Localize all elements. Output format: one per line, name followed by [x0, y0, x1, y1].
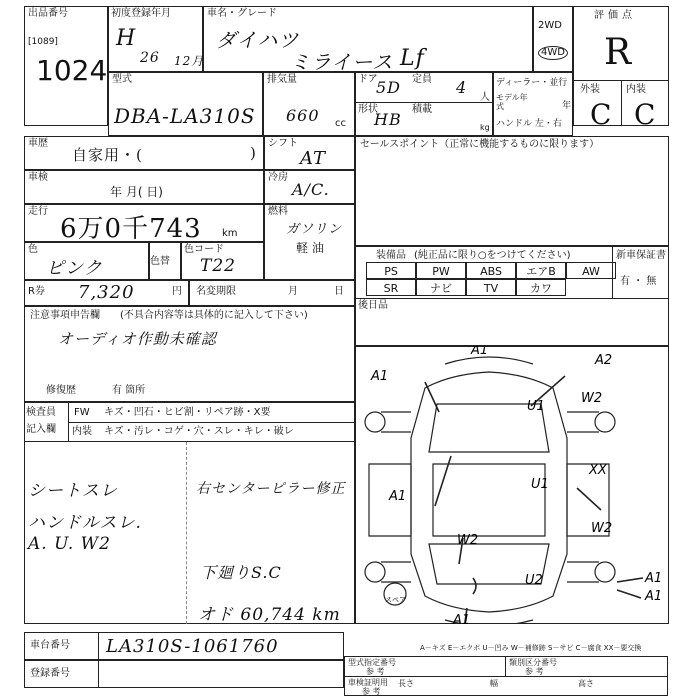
interior-grade: C	[634, 98, 657, 131]
remark-left-3: A. U. W2	[28, 534, 111, 554]
load-label: 積載	[412, 104, 432, 115]
interior-label: 内装	[626, 84, 646, 95]
mark-xx-pillar: XX	[589, 463, 607, 478]
equipment-item: ナビ	[416, 279, 466, 296]
odometer-note: オド 60,744 km	[198, 605, 341, 625]
interior-row-label: 内装	[72, 426, 92, 437]
displacement-value: 660	[286, 106, 320, 125]
drive-4wd: 4WD	[538, 46, 568, 60]
type-cert-sub: 参 考	[366, 667, 385, 676]
type-cert-label: 型式指定番号	[348, 658, 396, 667]
model-name: ミライース	[290, 50, 394, 74]
mark-u2-trunk: U2	[525, 573, 543, 588]
equipment-item: AW	[566, 262, 616, 279]
remarks-box	[24, 442, 355, 624]
first-reg-month: 12月	[174, 54, 205, 68]
class-sub: 参 考	[525, 667, 544, 676]
fw-label: FW	[74, 407, 90, 418]
repair-value: 有 箇所	[112, 385, 146, 396]
rating-label: 評価点	[594, 10, 636, 21]
mileage-unit: km	[222, 228, 238, 239]
sales-point-box	[355, 136, 669, 246]
recycle-value: 7,320	[78, 282, 135, 303]
shape-label: 形状	[358, 104, 378, 115]
spare-label: スペア	[385, 596, 406, 604]
damage-legend: A－キズ E－エクボ U－凹み W－補修跡 S－サビ C－腐食 XX－要交換	[420, 644, 642, 652]
record-value: 自家用・(	[72, 146, 143, 164]
equipment-item: PS	[366, 262, 416, 279]
capacity-value: 4	[456, 78, 468, 97]
record-close: )	[250, 144, 257, 162]
rating-value: R	[604, 32, 633, 73]
title-period-label: 名変期限	[196, 286, 236, 297]
title-period-day: 日	[334, 286, 344, 297]
fuel-alt: 軽 油	[296, 241, 324, 255]
width-label: 幅	[490, 679, 498, 688]
equipment-label: 装備品	[376, 250, 406, 261]
lot-label: 出品番号	[28, 8, 68, 19]
equipment-hint: (純正品に限り○をつけてください)	[414, 250, 571, 261]
color-code-value: T22	[200, 256, 236, 276]
caution-hint: (不具合内容等は具体的に記入して下さい)	[120, 310, 308, 321]
equipment-item: SR	[366, 279, 416, 296]
inspector-label2: 記入欄	[26, 424, 56, 435]
color-label: 色	[28, 244, 38, 255]
model-year-label: モデル年式	[496, 93, 528, 111]
model-maker: ダイハツ	[216, 28, 300, 52]
reg-label: 登録番号	[30, 668, 70, 679]
equipment-item: エアB	[516, 262, 566, 279]
mark-u1-roof: U1	[531, 477, 549, 492]
inspection-cert-label: 車検証明用	[348, 678, 388, 687]
back-seat-label: 後日品	[358, 300, 388, 311]
mark-w2-fender: W2	[581, 391, 603, 406]
class-label: 類別区分番号	[509, 658, 557, 667]
dealer-label: ディーラー・並行	[496, 78, 568, 88]
model-grade: Lf	[400, 46, 425, 71]
first-reg-year: 26	[140, 50, 160, 66]
mark-a1-front: A1	[471, 346, 489, 358]
model-name-label: 車名・グレード	[207, 8, 277, 19]
warranty-label: 新車保証書	[616, 250, 666, 261]
equipment-item: ABS	[466, 262, 516, 279]
remark-right-1: 右センターピラー修正	[196, 481, 346, 497]
mark-w2-rear: W2	[457, 533, 479, 548]
vin-value: LA310S-1061760	[106, 636, 279, 657]
shift-label: シフト	[268, 138, 298, 149]
inspection-label: 車検	[28, 172, 48, 183]
record-box	[24, 136, 264, 170]
door-value: 5D	[376, 78, 402, 97]
mark-a1-front-left: A1	[371, 369, 389, 384]
sales-point-label: セールスポイント（正常に機能するものに限ります）	[360, 139, 600, 150]
height-label: 高さ	[578, 679, 594, 688]
color-value: ピンク	[46, 258, 103, 279]
title-period-month: 月	[288, 286, 298, 297]
door-label: ドア	[358, 74, 378, 85]
equipment-item: カワ	[516, 279, 566, 296]
remark-left-2: ハンドルスレ.	[28, 513, 142, 533]
type-value: DBA-LA310S	[114, 104, 256, 128]
car-diagram	[355, 346, 669, 624]
capacity-label: 定員	[412, 74, 432, 85]
exterior-label: 外装	[580, 84, 600, 95]
lot-sub: [1089]	[28, 37, 58, 47]
equipment-item: TV	[466, 279, 516, 296]
vin-label: 車台番号	[30, 640, 70, 651]
shape-value: HB	[374, 110, 402, 129]
caution-value: オーディオ作動未確認	[58, 330, 217, 348]
model-year-unit: 年	[562, 101, 572, 111]
lot-number: 1024	[36, 54, 108, 87]
interior-items: キズ・汚レ・コゲ・穴・スレ・キレ・破レ	[104, 426, 294, 437]
recycle-unit: 円	[172, 286, 182, 297]
drive-2wd: 2WD	[538, 20, 562, 31]
displacement-label: 排気量	[267, 74, 297, 85]
mileage-label: 走行	[28, 206, 48, 217]
remark-left-1: シートスレ	[28, 481, 118, 501]
record-label: 車歴	[28, 138, 48, 149]
inspection-value: 年 月( 日)	[110, 185, 163, 199]
exterior-grade: C	[590, 98, 613, 131]
mark-a1-rear-right-1: A1	[645, 571, 663, 586]
reg-box	[24, 660, 344, 688]
repair-label: 修復歴	[46, 385, 76, 396]
mark-a1-side: A1	[389, 489, 407, 504]
fw-items: キズ・凹石・ヒビ割・リペア跡・X要	[104, 407, 271, 418]
warranty-value: 有 ・ 無	[620, 276, 657, 287]
first-reg-label: 初度登録年月	[111, 8, 171, 19]
load-unit: kg	[480, 123, 490, 132]
cooler-label: 冷房	[268, 172, 288, 183]
length-label: 長さ	[398, 679, 414, 688]
shift-value: AT	[300, 148, 327, 169]
inspection-cert-sub: 参 考	[362, 687, 381, 696]
color-code-label: 色コード	[184, 244, 224, 255]
type-label: 型式	[112, 74, 132, 85]
color-change-label: 色替	[150, 256, 170, 267]
mileage-value: 6万0千743	[60, 214, 202, 244]
mark-a2-front-right: A2	[595, 353, 613, 368]
cooler-value: A/C.	[292, 180, 330, 199]
recycle-label: R券	[28, 286, 45, 297]
fuel-value: ガソリン	[286, 222, 343, 237]
handle-label: ハンドル 左・右	[496, 119, 562, 129]
remark-right-2: 下廻りS.C	[200, 563, 282, 582]
mark-w2-door: W2	[591, 521, 613, 536]
drive-box	[533, 6, 573, 72]
mark-a1-rear: A1	[453, 613, 471, 624]
equipment-item: PW	[416, 262, 466, 279]
inspector-label1: 検査員	[26, 407, 56, 418]
mark-u1-bonnet: U1	[527, 399, 545, 414]
mark-a1-rear-right-2: A1	[645, 589, 663, 604]
fuel-label: 燃料	[268, 206, 288, 217]
displacement-unit: cc	[335, 118, 346, 129]
capacity-unit: 人	[480, 92, 490, 103]
caution-label: 注意事項申告欄	[30, 310, 100, 321]
first-reg-era: H	[116, 26, 137, 51]
